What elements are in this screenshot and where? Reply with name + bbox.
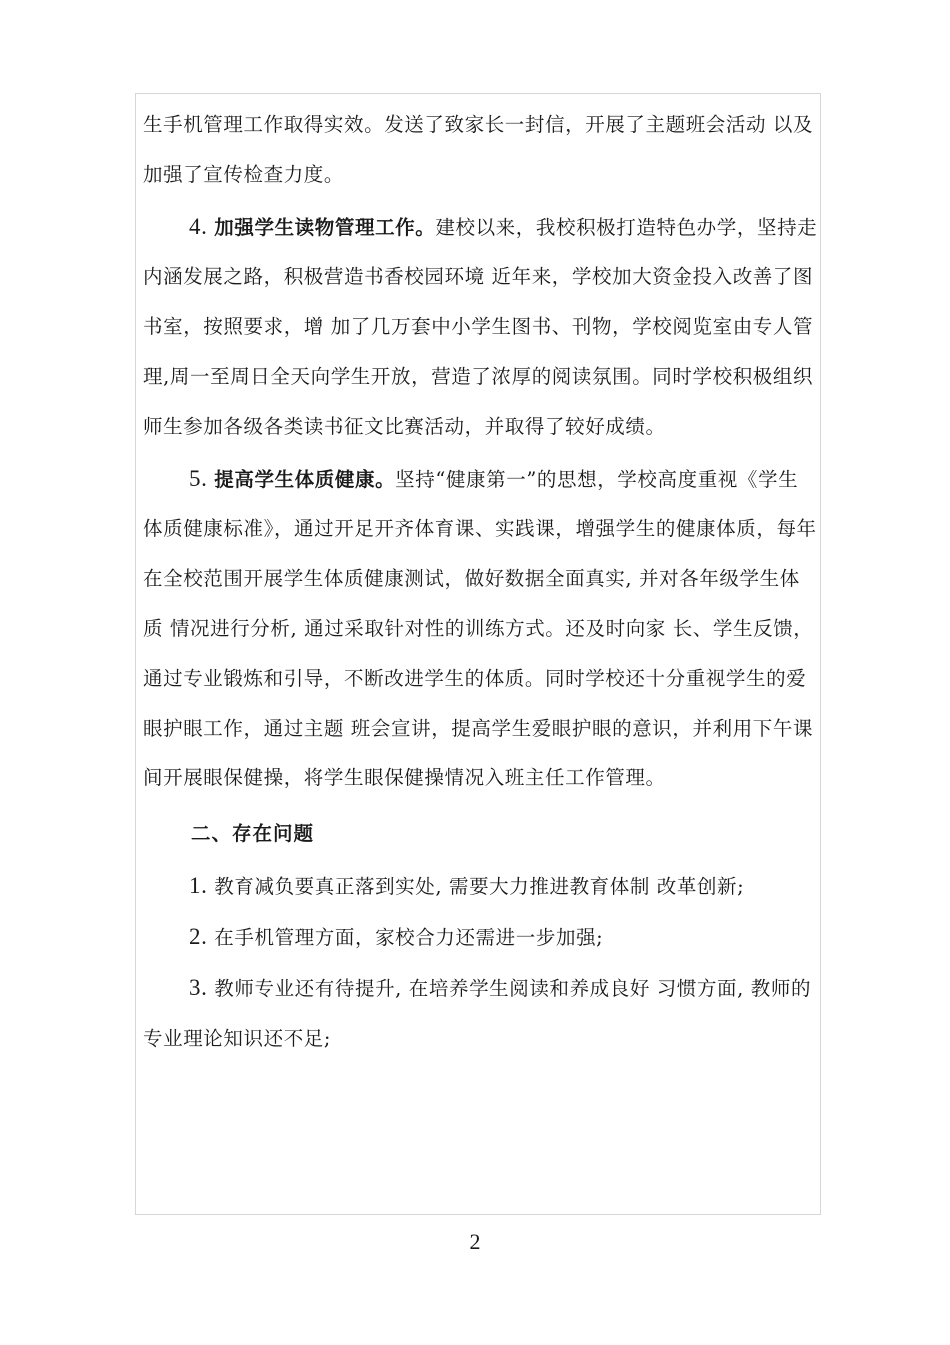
section-4-body: 建校以来，我校积极打造特色办学，坚持走内涵发展之路，积极营造书香校园环境 近年来，学校加大资金投入改善了图书室，按照要求，增 加了几万套中小学生图书、刊物，学校阅览室由专人管理,周一至周日全天向学生开放，营造了浓厚的阅读氛围。同时学校积极组织师生参加各级各类读书征文比赛活动，并取得了较好成绩。 xyxy=(143,215,818,438)
problem-2-number: 2. xyxy=(189,924,208,950)
problem-item-3 xyxy=(143,963,818,1064)
section-4-title: 加强学生读物管理工作。 xyxy=(214,215,436,239)
problem-1-number: 1. xyxy=(189,873,208,899)
problem-item-2 xyxy=(143,912,818,963)
section-4-paragraph xyxy=(143,202,818,452)
section-5-title: 提高学生体质健康。 xyxy=(214,467,396,491)
section-4-number: 4. xyxy=(189,213,208,239)
problems-heading: 二、存在问题 xyxy=(191,822,315,846)
problem-item-1 xyxy=(143,861,818,912)
section-5-paragraph xyxy=(143,454,818,804)
document-body xyxy=(143,100,818,1064)
page-number: 2 xyxy=(469,1229,481,1254)
section-5-number: 5. xyxy=(189,465,208,491)
problem-3-text: 教师专业还有待提升, 在培养学生阅读和养成良好 习惯方面, 教师的专业理论知识还不足; xyxy=(143,977,812,1051)
problem-1-text: 教育减负要真正落到实处, 需要大力推进教育体制 改革创新; xyxy=(214,875,745,899)
continuation-paragraph: 生手机管理工作取得实效。发送了致家长一封信，开展了主题班会活动 以及加强了宣传检查力度。 xyxy=(143,113,814,186)
problem-2-text: 在手机管理方面，家校合力还需进一步加强; xyxy=(214,926,604,950)
problem-3-number: 3. xyxy=(189,975,208,1001)
section-5-body: 坚持“健康第一”的思想，学校高度重视《学生体质健康标准》，通过开足开齐体育课、实践课，增强学生的健康体质，每年在全校范围开展学生体质健康测试，做好数据全面真实, 并对各年级学生体质 情况进行分析, 通过采取针对性的训练方式。还及时向家 长、学生反馈，通过专业锻炼和引导，不断改进学生的体质。同时学校还十分重视学生的爱眼护眼工作，通过主题 班会宣讲，提高学生爱眼护眼的意识，并利用下午课间开展眼保健操，将学生眼保健操情况入班主任工作管理。 xyxy=(143,467,817,790)
